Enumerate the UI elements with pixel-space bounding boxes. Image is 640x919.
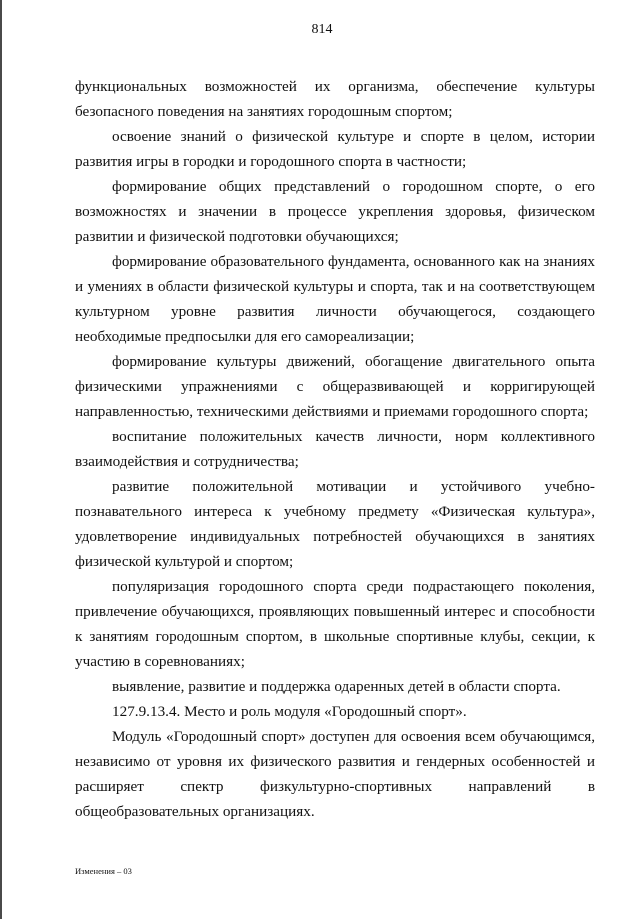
paragraph: функциональных возможностей их организма, обеспечение культуры безопасного поведения на занятиях городошным спортом; bbox=[75, 78, 595, 120]
paragraph: формирование общих представлений о городошном спорте, о его возможностях и значении в процессе укрепления здоровья, физическом развитии и физической подготовки обучающихся; bbox=[75, 178, 595, 245]
paragraph: популяризация городошного спорта среди подрастающего поколения, привлечение обучающихся, проявляющих повышенный интерес и способности к занятиям городошным спортом, в школьные спортивные клубы, секции, к участию в соревнованиях; bbox=[75, 578, 595, 670]
page-number: 814 bbox=[311, 22, 333, 37]
paragraph: освоение знаний о физической культуре и спорте в целом, истории развития игры в городки и городошного спорта в частности; bbox=[75, 128, 595, 170]
footer-revision-note: Изменения – 03 bbox=[75, 866, 132, 876]
paragraph: формирование культуры движений, обогащение двигательного опыта физическими упражнениями с общеразвивающей и корригирующей направленностью, техническими действиями и приемами городошного спорта; bbox=[75, 353, 595, 420]
section-heading: 127.9.13.4. Место и роль модуля «Городошный спорт». bbox=[112, 703, 467, 720]
document-body bbox=[75, 74, 595, 824]
paragraph: Модуль «Городошный спорт» доступен для освоения всем обучающимся, независимо от уровня их физического развития и гендерных особенностей и расширяет спектр физкультурно-спортивных направлений в общеобразовательных организациях. bbox=[75, 728, 595, 820]
paragraph: развитие положительной мотивации и устойчивого учебно-познавательного интереса к учебному предмету «Физическая культура», удовлетворение индивидуальных потребностей обучающихся в занятиях физической культурой и спортом; bbox=[75, 478, 595, 570]
paragraph: выявление, развитие и поддержка одаренных детей в области спорта. bbox=[112, 678, 561, 695]
paragraph: формирование образовательного фундамента, основанного как на знаниях и умениях в области физической культуры и спорта, так и на соответствующем культурном уровне развития личности обучающегося, создающего необходимые предпосылки для его самореализации; bbox=[75, 253, 595, 345]
paragraph: воспитание положительных качеств личности, норм коллективного взаимодействия и сотрудничества; bbox=[75, 428, 595, 470]
